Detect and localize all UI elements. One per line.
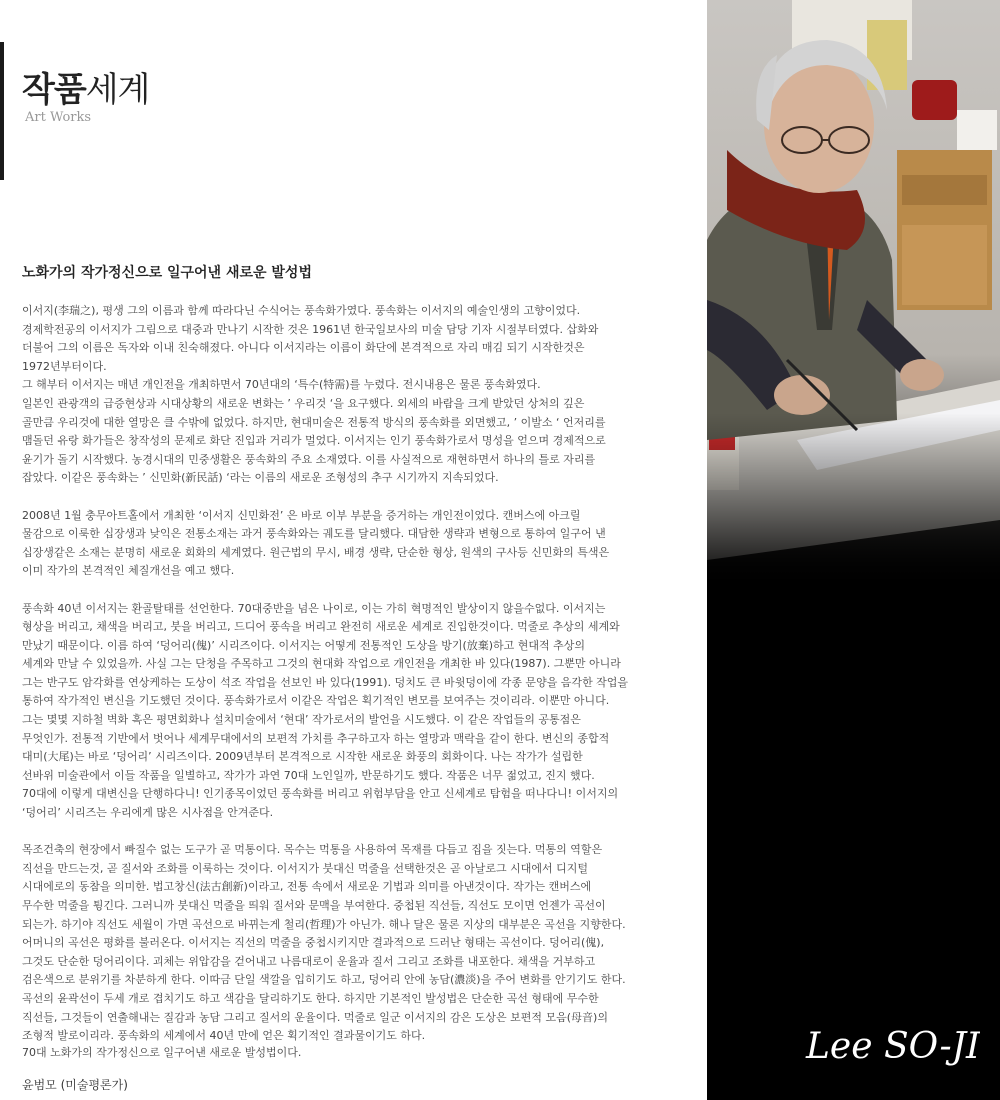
article-line: 무수한 먹줄을 튕긴다. 그러니까 붓대신 먹줄을 띄워 질서와 문맥을 부여한다. 중첩된 직선들, 직선도 모이면 언젠가 곡선이 <box>22 899 606 912</box>
article-paragraph <box>22 841 690 1046</box>
article-line: 검은색으로 분위기를 차분하게 한다. 이따금 단일 색깔을 입히기도 하고, 덩어리 안에 농담(濃淡)을 주어 변화를 안기기도 한다. <box>22 973 626 987</box>
article-line: 이서지(李瑞之), 평생 그의 이름과 함께 따라다닌 수식어는 풍속화가였다. 풍속화는 이서지의 예술인생의 고향이었다. <box>22 304 581 317</box>
artist-signature <box>800 1000 980 1080</box>
article-line: 형상을 버리고, 채색을 버리고, 붓을 버리고, 드디어 풍속을 버리고 완전히 새로운 세계로 진입한것이다. 먹줄로 추상의 세계와 <box>22 620 620 634</box>
article-line: 어머니의 곡선은 평화를 불러온다. 이서지는 직선의 먹줄을 중첩시키지만 결과적으로 드러난 형태는 곡선이다. 덩어리(傀), <box>22 936 605 950</box>
article-paragraph <box>22 600 690 823</box>
article-line: 십장생같은 소재는 분명히 새로운 회화의 세계였다. 원근법의 무시, 배경 생략, 단순한 형상, 원색의 구사등 신민화의 특색은 <box>22 545 610 559</box>
page-subtitle: Art Works <box>25 110 92 125</box>
article-line: 선바위 미술관에서 이들 작품을 일별하고, 작가가 과연 70대 노인일까, 반문하기도 했다. 작품은 너무 젊었고, 진지 했다. <box>22 768 595 782</box>
page-title-strong: 작품 <box>22 70 86 110</box>
article-line: 통하여 작가적인 변신을 기도했던 것이다. 풍속화가로서 이같은 작업은 획기적인 변모를 보여주는 것이리라. 이뿐만 아니다. <box>22 694 610 708</box>
article-line: 직선을 만드는것, 곧 질서와 조화를 이룩하는 것이다. 이서지가 붓대신 먹줄을 선택한것은 곧 아날로그 시대에서 디지털 <box>22 861 588 875</box>
article-line: 맴돌던 유랑 화가들은 창작성의 문제로 화단 진입과 거리가 멀었다. 이서지는 인기 풍속화가로서 명성을 얻으며 경제적으로 <box>22 434 606 448</box>
article-line: 잡았다. 이같은 풍속화는 ’ 신민화(新民話) ‘라는 이름의 새로운 조형성의 추구 시기까지 지속되었다. <box>22 471 499 485</box>
article-line: 2008년 1월 충무아트홀에서 개최한 ‘이서지 신민화전’ 은 바로 이부 부분을 증거하는 개인전이었다. 캔버스에 아크릴 <box>22 508 581 522</box>
article-line: 경제학전공의 이서지가 그림으로 대중과 만나기 시작한 것은 1961년 한국일보사의 미술 담당 기자 시절부터였다. 삽화와 <box>22 322 599 336</box>
article-line: 70대에 이렇게 대변신을 단행하다니! 인기종목이었던 풍속화를 버리고 위험부담을 안고 신세계로 탐험을 떠나다니! 이서지의 <box>22 787 619 801</box>
article-line: 만났기 때문이다. 이름 하여 ‘덩어리(傀)’ 시리즈이다. 이서지는 어떻게 전통적인 도상을 방기(放棄)하고 현대적 추상의 <box>22 638 586 652</box>
article-line: 조형적 발로이리라. 풍속화의 세계에서 40년 만에 얻은 획기적인 결과물이기도 하다. <box>22 1029 426 1043</box>
article-line: 풍속화 40년 이서지는 환골탈태를 선언한다. 70대중반을 넘은 나이로, 이는 가히 혁명적인 발상이지 않을수없다. 이서지는 <box>22 601 606 615</box>
page-title-rest: 세계 <box>85 70 150 110</box>
article-line: 되는가. 하기야 직선도 세월이 가면 곡선으로 바뀌는게 철리(哲理)가 아닌가. 해나 달은 물론 지상의 대부분은 곡선을 지향한다. <box>22 917 626 931</box>
title-accent-bar <box>0 42 4 180</box>
article-line: 그 해부터 이서지는 매년 개인전을 개최하면서 70년대의 ‘특수(特需)를 누렸다. 전시내용은 물론 풍속화였다. <box>22 378 541 392</box>
article-closing: 70대 노화가의 작가정신으로 일구어낸 새로운 발성법이다. <box>22 1046 302 1059</box>
article-line: 목조건축의 현장에서 빠질수 없는 도구가 곧 먹통이다. 목수는 먹통을 사용하여 목재를 다듬고 집을 짓는다. 먹통의 역할은 <box>22 843 603 857</box>
article-heading: 노화가의 작가정신으로 일구어낸 새로운 발성법 <box>22 265 312 281</box>
signature-text: Lee SO-JI <box>806 1026 980 1067</box>
article-line: ‘덩어리’ 시리즈는 우리에게 많은 시사점을 안겨준다. <box>22 806 274 820</box>
article-paragraph <box>22 507 690 581</box>
article-line: 시대에로의 동참을 의미한. 법고창신(法古創新)이라고, 전통 속에서 새로운 기법과 의미를 아낸것이다. 작가는 캔버스에 <box>22 880 592 894</box>
article-body <box>22 302 690 1064</box>
article-paragraph <box>22 302 690 488</box>
article-line: 물감으로 이룩한 십장생과 낮익은 전통소재는 과거 풍속화와는 궤도를 달리했다. 대담한 생략과 변형으로 통하여 일구어 낸 <box>22 527 606 541</box>
article-line: 그는 몇몇 지하철 벽화 혹은 평면회화나 설치미술에서 ‘현대’ 작가로서의 발언을 시도했다. 이 같은 작업들의 공통점은 <box>22 713 581 727</box>
article-line: 일본인 관광객의 급증현상과 시대상황의 새로운 변화는 ’ 우리것 ‘을 요구했다. 외세의 바람을 크게 받았던 상처의 깊은 <box>22 396 585 410</box>
article-line: 곡선의 윤곽선이 두세 개로 겹치기도 하고 색감을 달리하기도 한다. 하지만 기본적인 발성법은 단순한 곡선 형태에 무수한 <box>22 991 599 1005</box>
article-line: 직선들, 그것들이 연출해내는 질감과 농담 그리고 질서의 운율이다. 먹줄로 일군 이서지의 감은 도상은 보편적 모음(母音)의 <box>22 1010 608 1024</box>
article-line: 대미(大尾)는 바로 ‘덩어리’ 시리즈이다. 2009년부터 본격적으로 시작한 새로운 화풍의 회화이다. 나는 작가가 설립한 <box>22 750 583 764</box>
article-line: 세계와 만날 수 있었을까. 사실 그는 단청을 주목하고 그것의 현대화 작업으로 개인전을 개최한 바 있다(1987). 그뿐만 아니라 <box>22 657 621 671</box>
article-line: 그는 반구도 암각화를 연상케하는 도상이 석조 작업을 선보인 바 있다(1991). 덩치도 큰 바윗덩이에 각종 문양을 음각한 작업을 <box>22 675 629 689</box>
article-line: 그것도 단순한 덩어리이다. 괴체는 위압감을 걷어내고 나름대로이 운율과 질서 그리고 조화를 내포한다. 채색을 거부하고 <box>22 954 596 968</box>
article-line: 1972년부터이다. <box>22 359 107 373</box>
artist-photo-panel <box>707 0 1000 1100</box>
article-line: 윤기가 돌기 시작했다. 농경시대의 민중생활은 풍속화의 주요 소재였다. 이를 사실적으로 재현하면서 하나의 틀로 자리를 <box>22 452 596 466</box>
article-line: 무엇인가. 전통적 기반에서 벗어나 세계무대에서의 보편적 가치를 추구하고자 하는 열망과 맥락을 같이 한다. 변신의 종합적 <box>22 731 610 745</box>
article-line: 이미 작가의 본격적인 체질개선을 예고 했다. <box>22 564 235 578</box>
article-author: 윤범모 (미술평론가) <box>22 1078 128 1092</box>
article-line: 골만큼 우리것에 대한 열망은 클 수밖에 없었다. 하지만, 현대미술은 전통적 방식의 풍속화를 외면했고, ’ 이발소 ‘ 언저리를 <box>22 415 606 429</box>
page-title <box>22 62 149 111</box>
artist-photo <box>707 0 1000 590</box>
article-line: 더불어 그의 이름은 독자와 이내 친숙해졌다. 아니다 이서지라는 이름이 화단에 본격적으로 자리 매김 되기 시작한것은 <box>22 341 585 355</box>
